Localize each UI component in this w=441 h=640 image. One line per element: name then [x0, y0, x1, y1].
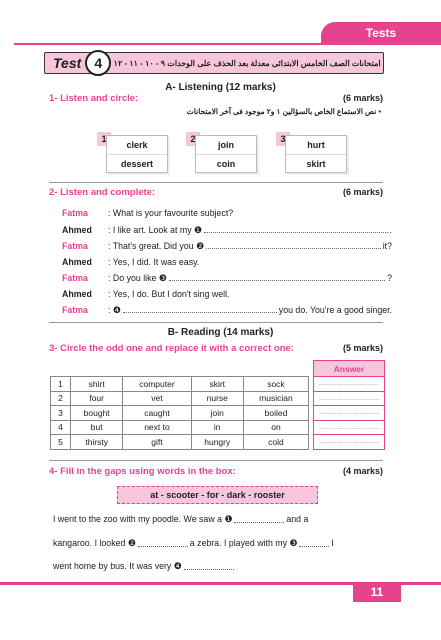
dialogue-line: Ahmed : I like art. Look at my ❶ .	[62, 225, 392, 235]
word-box-2	[195, 135, 257, 173]
gap-2[interactable]	[138, 538, 188, 547]
q3-marks: (5 marks)	[342, 343, 383, 353]
section-b-title: B- Reading (14 marks)	[167, 327, 274, 338]
table-row: 2 four vet nurse musician	[51, 391, 309, 406]
blank-2[interactable]	[206, 240, 381, 249]
page-number: 11	[353, 582, 401, 602]
blank-3[interactable]	[169, 272, 385, 281]
box-number-1: 1	[97, 132, 111, 146]
table-row: 1 shirt computer skirt sock	[51, 377, 309, 392]
answer-field[interactable]: ...............................	[314, 377, 385, 392]
paragraph-line: went home by bus. It was very ❹	[53, 561, 383, 572]
word-option[interactable]: skirt	[286, 154, 346, 172]
box-number-2: 2	[186, 132, 200, 146]
answer-field[interactable]: ...............................	[314, 420, 385, 435]
answer-header: Answer	[314, 361, 385, 377]
header-rule	[14, 43, 441, 45]
word-option[interactable]: coin	[196, 154, 256, 172]
dialogue-line: Fatma : What is your favourite subject?	[62, 208, 234, 218]
table-row: 4 but next to in on	[51, 420, 309, 435]
word-option[interactable]: dessert	[107, 154, 167, 172]
test-number-badge: 4	[85, 50, 111, 76]
table-row: 5 thirsty gift hungry cold	[51, 435, 309, 450]
q1-title: 1- Listen and circle:	[49, 93, 139, 104]
test-banner	[44, 52, 384, 74]
q3-title: 3- Circle the odd one and replace it with a correct one:	[49, 343, 294, 354]
word-option[interactable]: join	[218, 140, 234, 150]
gap-1[interactable]	[234, 514, 284, 523]
dialogue-line: Fatma : That's great. Did you ❷ it?	[62, 241, 392, 251]
test-label: Test	[53, 55, 82, 71]
gap-4[interactable]	[184, 561, 234, 570]
paragraph-line: I went to the zoo with my poodle. We saw a ❶ and a	[53, 514, 309, 524]
banner-arabic-title: امتحانات الصف الخامس الابتدائى معدلة بعد الحذف على الوحدات ٩ - ١٠ - ١١ - ١٢	[113, 58, 381, 68]
word-option[interactable]: clerk	[126, 140, 148, 150]
q1-marks: (6 marks)	[342, 93, 383, 103]
answer-field[interactable]: ...............................	[314, 406, 385, 421]
divider	[49, 322, 383, 323]
odd-one-table	[50, 376, 309, 450]
word-option[interactable]: hurt	[307, 140, 325, 150]
dialogue-line: Ahmed : Yes, I do. But I don't sing well.	[62, 289, 230, 299]
blank-1[interactable]	[204, 224, 388, 233]
answer-table	[313, 360, 385, 450]
q4-marks: (4 marks)	[342, 466, 383, 476]
word-bank: at - scooter - for - dark - rooster	[117, 486, 318, 504]
table-row: 3 bought caught join boiled	[51, 406, 309, 421]
divider	[49, 182, 383, 183]
blank-4[interactable]	[123, 304, 277, 313]
q4-title: 4- Fill in the gaps using words in the box:	[49, 466, 236, 477]
section-a-title: A- Listening (12 marks)	[165, 82, 276, 93]
word-box-3	[285, 135, 347, 173]
tests-tab: Tests	[321, 22, 441, 44]
box-number-3: 3	[276, 132, 290, 146]
gap-3[interactable]	[299, 538, 329, 547]
listening-note: • نص الاستماع الخاص بالسؤالين ١ و٢ موجود فى آخر الامتحانات	[186, 107, 381, 116]
q2-title: 2- Listen and complete:	[49, 187, 156, 198]
dialogue-line: Ahmed : Yes, I did. It was easy.	[62, 257, 200, 267]
answer-field[interactable]: ...............................	[314, 391, 385, 406]
divider	[49, 460, 383, 461]
paragraph-line: kangaroo. I looked ❷ a zebra. I played with my ❸ I	[53, 538, 334, 548]
dialogue-line: Fatma : Do you like ❸ ?	[62, 273, 392, 283]
word-box-1	[106, 135, 168, 173]
dialogue-line: Fatma : ❹ you do. You're a good singer.	[62, 305, 392, 315]
q2-marks: (6 marks)	[342, 187, 383, 197]
answer-field[interactable]: ...............................	[314, 435, 385, 450]
